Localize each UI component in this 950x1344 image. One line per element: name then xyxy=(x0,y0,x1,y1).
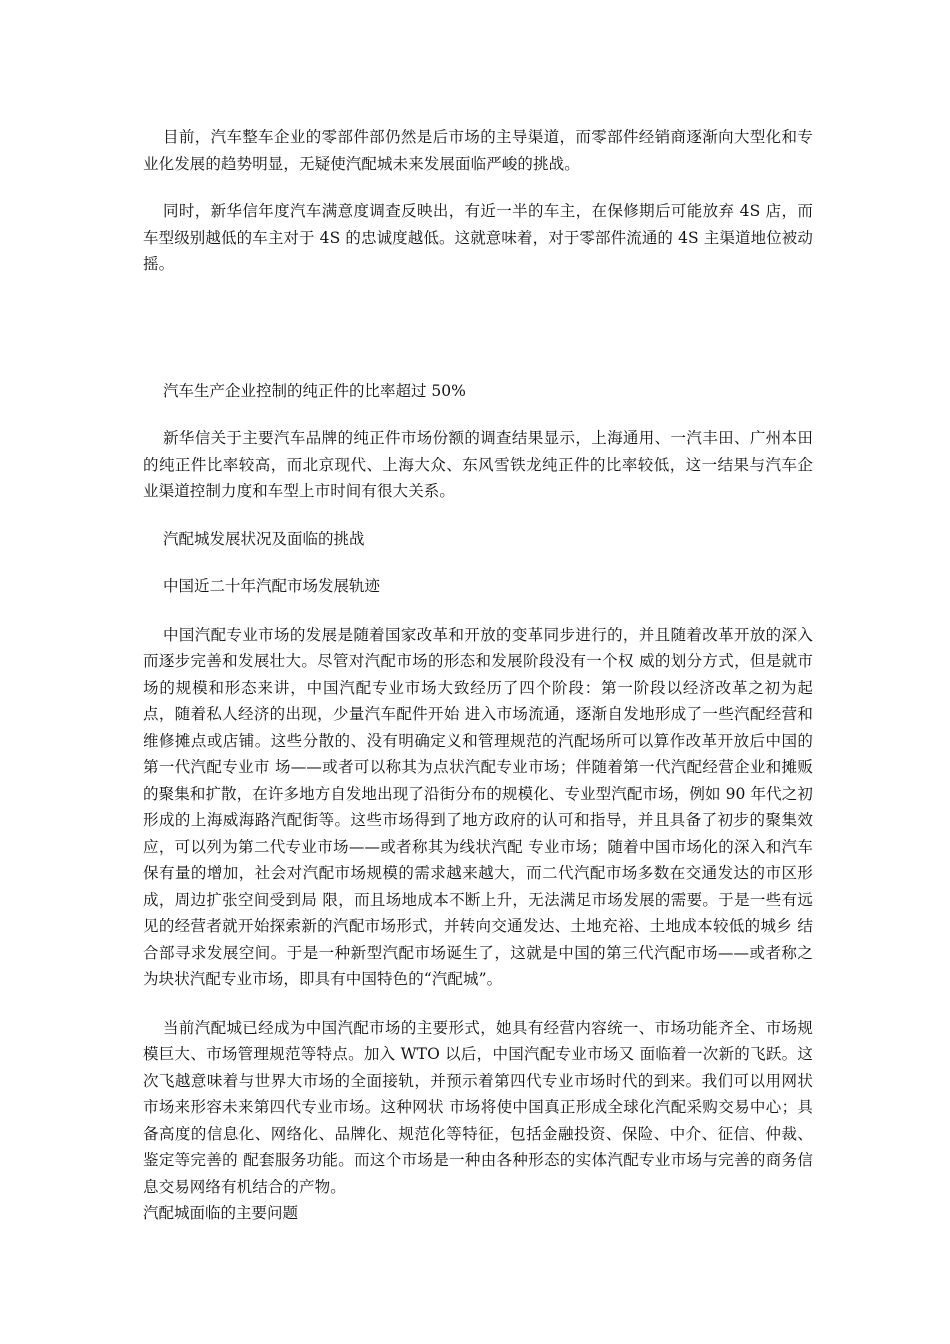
paragraph-3: 新华信关于主要汽车品牌的纯正件市场份额的调查结果显示，上海通用、一汽丰田、广州本田的纯正件比率较高，而北京现代、上海大众、东风雪铁龙纯正件的比率较低，这一结果与汽车企业渠道控制力度和车型上市时间有很大关系。 xyxy=(143,429,813,500)
paragraph-spacer xyxy=(143,993,813,1015)
paragraph-4: 中国汽配专业市场的发展是随着国家改革和开放的变革同步进行的，并且随着改革开放的深入而逐步完善和发展壮大。尽管对汽配市场的形态和发展阶段没有一个权 威的划分方式，但是就市场的规模和形态来讲，中国汽配专业市场大致经历了四个阶段：第一阶段以经济改革之初为起点，随着私人经济的出现，少量汽车配件开始 进入市场流通，逐渐自发地形成了一些汽配经营和维修摊点或店铺。这些分散的、没有明确定义和管理规范的汽配场所可以算作改革开放后中国的第一代汽配专业市 场——或者可以称其为点状汽配专业市场；伴随着第一代汽配经营企业和摊贩的聚集和扩散，在许多地方自发地出现了沿街分布的规模化、专业型汽配市场，例如 90 年代之初形成的上海威海路汽配街等。这些市场得到了地方政府的认可和指导，并且具备了初步的聚集效应，可以列为第二代专业市场——或者称其为线状汽配 专业市场；随着中国市场化的深入和汽车保有量的增加，社会对汽配市场规模的需求越来越大，而二代汽配市场多数在交通发达的市区形成，周边扩张空间受到局 限，而且场地成本不断上升，无法满足市场发展的需要。于是一些有远见的经营者就开始探索新的汽配市场形式，并转向交通发达、土地充裕、土地成本较低的城乡 结合部寻求发展空间。于是一种新型汽配市场诞生了，这就是中国的第三代汽配市场——或者称之为块状汽配专业市场，即具有中国特色的“汽配城”。 xyxy=(143,625,813,988)
paragraph-spacer xyxy=(143,552,813,573)
paragraph-2: 同时，新华信年度汽车满意度调查反映出，有近一半的车主，在保修期后可能放弃 4S 店，而车型级别越低的车主对于 4S 的忠诚度越低。这就意味着，对于零部件流通的 4S 主渠道地位被动摇。 xyxy=(143,202,813,273)
heading-main-problems: 汽配城面临的主要问题 xyxy=(143,1204,299,1222)
paragraph-spacer xyxy=(143,505,813,526)
heading-market-development-track: 中国近二十年汽配市场发展轨迹 xyxy=(163,577,381,595)
paragraph-spacer xyxy=(143,404,813,425)
paragraph-5: 当前汽配城已经成为中国汽配市场的主要形式，她具有经营内容统一、市场功能齐全、市场规模巨大、市场管理规范等特点。加入 WTO 以后，中国汽配专业市场又 面临着一次新的飞跃。这次飞越意味着与世界大市场的全面接轨，并预示着第四代专业市场时代的到来。我们可以用网状市场来形容未来第四代专业市场。这种网状 市场将使中国真正形成全球化汽配采购交易中心；具备高度的信息化、网络化、品牌化、规范化等特征，包括金融投资、保险、中介、征信、仲裁、鉴定等完善的 配套服务功能。而这个市场是一种由各种形态的实体汽配专业市场与完善的商务信息交易网络有机结合的产物。 xyxy=(143,1018,813,1196)
heading-auto-parts-city-status: 汽配城发展状况及面临的挑战 xyxy=(163,529,365,548)
paragraph-spacer xyxy=(143,177,813,198)
document-page xyxy=(143,124,813,1227)
section-spacer xyxy=(143,278,813,378)
paragraph-spacer xyxy=(143,600,813,622)
heading-pure-parts-ratio: 汽车生产企业控制的纯正件的比率超过 50% xyxy=(163,381,466,400)
paragraph-1: 目前，汽车整车企业的零部件部仍然是后市场的主导渠道，而零部件经销商逐渐向大型化和专业化发展的趋势明显，无疑使汽配城未来发展面临严峻的挑战。 xyxy=(143,128,813,173)
